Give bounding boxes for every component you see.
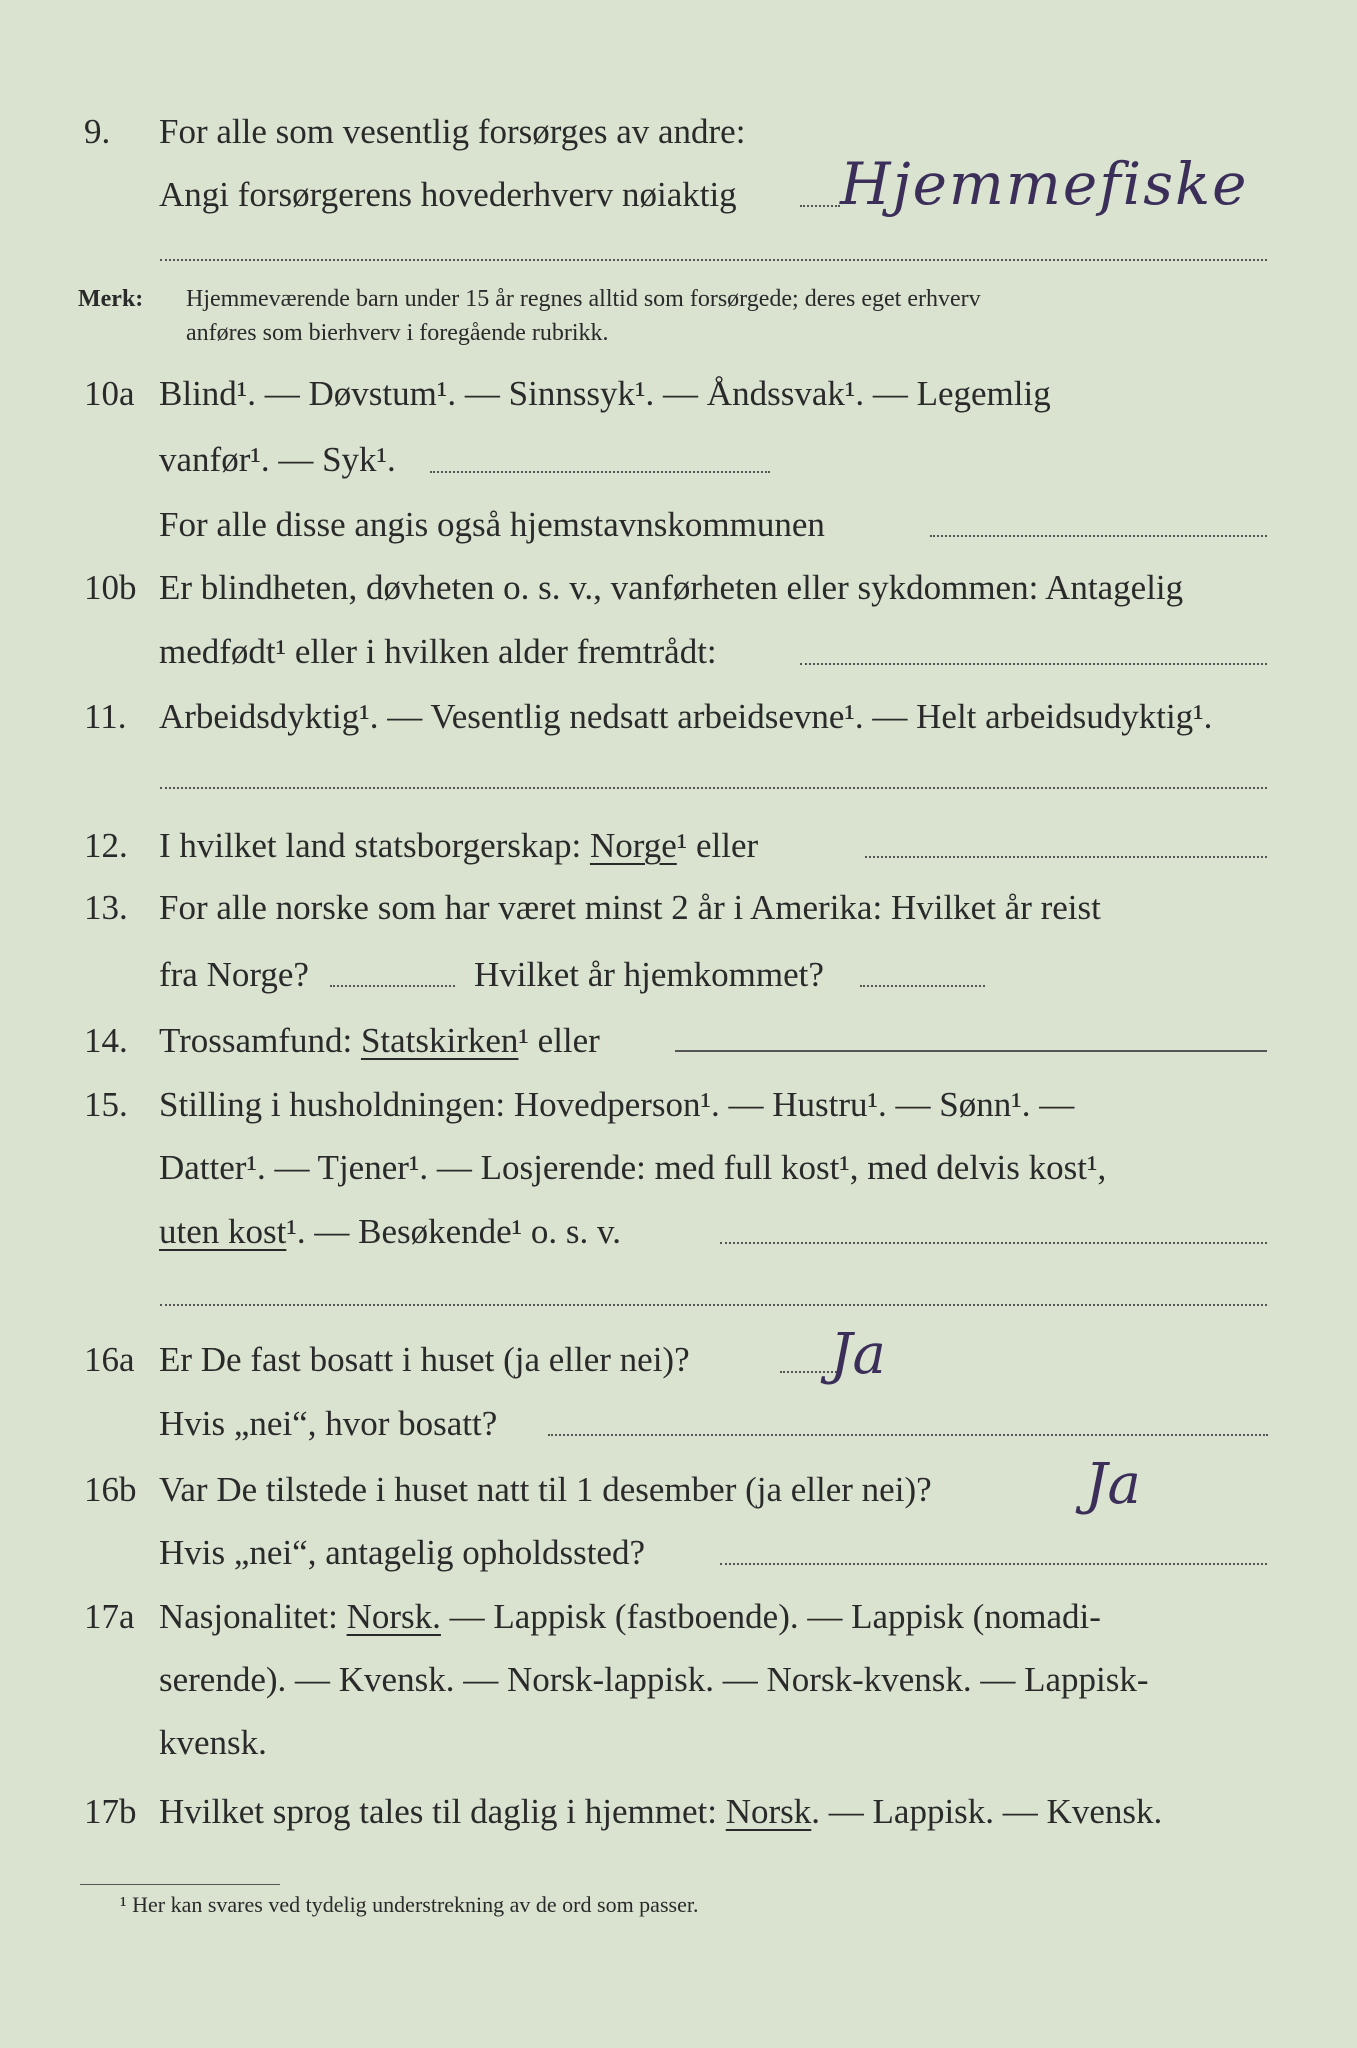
underlined-answer: uten kost (159, 1212, 287, 1251)
question-text: Hvilket år hjemkommet? (474, 955, 824, 994)
question-text: vanfør¹. — Syk¹. (159, 440, 396, 479)
answer-line (800, 204, 840, 207)
answer-line (675, 1049, 1267, 1052)
footnote: ¹ Her kan svares ved tydelig understrekning av de ord som passer. (120, 1892, 699, 1917)
question-text-part: ¹ eller (518, 1021, 600, 1060)
answer-line (430, 470, 770, 473)
question-text: Stilling i husholdningen: Hovedperson¹. — Hustru¹. — Sønn¹. — (159, 1085, 1075, 1124)
answer-line (930, 534, 1267, 537)
question-text-part: ¹. — Besøkende¹ o. s. v. (286, 1212, 622, 1251)
question-text: Hvis „nei“, hvor bosatt? (159, 1404, 498, 1443)
underlined-answer: Norge (589, 826, 677, 865)
footnote-rule (80, 1884, 280, 1885)
answer-line (720, 1562, 1267, 1565)
question-text (159, 826, 1267, 866)
answer-line (160, 786, 1267, 789)
question-text: Angi forsørgerens hovederhverv nøiaktig (159, 175, 737, 214)
question-text-part: ¹ eller (676, 826, 759, 865)
question-number: 10b (84, 568, 137, 607)
note-text: anføres som bierhverv i foregående rubrikk. (186, 320, 609, 346)
question-number: 15. (84, 1085, 128, 1124)
question-text: Datter¹. — Tjener¹. — Losjerende: med full kost¹, med delvis kost¹, (159, 1148, 1107, 1187)
question-text (159, 1021, 1267, 1061)
handwritten-answer: Ja (830, 1322, 886, 1387)
answer-line (860, 984, 985, 987)
question-text: medfødt¹ eller i hvilken alder fremtrådt: (159, 632, 717, 671)
question-text-part: Nasjonalitet: (159, 1597, 347, 1636)
question-number: 16b (84, 1470, 137, 1509)
question-number: 16a (84, 1340, 135, 1379)
question-text-part: . — Lappisk. — Kvensk. (811, 1792, 1163, 1831)
note-text: Hjemmeværende barn under 15 år regnes alltid som forsørgede; deres eget erhverv (186, 286, 981, 312)
answer-line (800, 662, 1267, 665)
question-number: 11. (84, 697, 127, 736)
question-text: For alle disse angis også hjemstavnskommunen (159, 505, 825, 544)
question-text (159, 1212, 1267, 1252)
question-number: 12. (84, 826, 128, 865)
handwritten-answer: Ja (1085, 1452, 1141, 1517)
handwritten-answer: Hjemmefiske (840, 150, 1249, 218)
question-number: 13. (84, 888, 128, 927)
note-label: Merk: (78, 286, 144, 312)
answer-line (330, 984, 455, 987)
question-text: For alle norske som har været minst 2 år i Amerika: Hvilket år reist (159, 888, 1101, 927)
underlined-answer: Statskirken (360, 1021, 519, 1060)
question-text: Er blindheten, døvheten o. s. v., vanførheten eller sykdommen: Antagelig (159, 568, 1184, 607)
question-text: Blind¹. — Døvstum¹. — Sinnssyk¹. — Åndssvak¹. — Legemlig (159, 374, 1051, 413)
question-number: 17b (84, 1792, 137, 1831)
answer-line (865, 855, 1267, 858)
question-number: 14. (84, 1021, 128, 1060)
question-text-part: Trossamfund: (159, 1021, 361, 1060)
question-text: For alle som vesentlig forsørges av andre: (159, 112, 746, 151)
question-number: 9. (84, 112, 111, 151)
question-text (159, 1792, 1267, 1832)
question-text: Var De tilstede i huset natt til 1 desember (ja eller nei)? (159, 1470, 932, 1509)
answer-line (720, 1241, 1267, 1244)
question-text: serende). — Kvensk. — Norsk-lappisk. — Norsk-kvensk. — Lappisk- (159, 1660, 1149, 1699)
underlined-answer: Norsk. (346, 1597, 441, 1636)
question-text: kvensk. (159, 1723, 267, 1762)
answer-line (548, 1433, 1268, 1436)
answer-line (160, 1303, 1267, 1306)
question-number: 10a (84, 374, 135, 413)
question-text: fra Norge? (159, 955, 309, 994)
underlined-answer: Norsk (725, 1792, 812, 1831)
question-text: Hvis „nei“, antagelig opholdssted? (159, 1533, 645, 1572)
question-text-part: Hvilket sprog tales til daglig i hjemmet: (159, 1792, 726, 1831)
question-text-part: — Lappisk (fastboende). — Lappisk (nomadi- (440, 1597, 1101, 1636)
question-number: 17a (84, 1597, 135, 1636)
question-text (159, 1597, 1267, 1637)
question-text: Er De fast bosatt i huset (ja eller nei)? (159, 1340, 690, 1379)
question-text: Arbeidsdyktig¹. — Vesentlig nedsatt arbeidsevne¹. — Helt arbeidsudyktig¹. (159, 697, 1213, 736)
answer-line (160, 258, 1267, 261)
question-text-part: I hvilket land statsborgerskap: (159, 826, 590, 865)
